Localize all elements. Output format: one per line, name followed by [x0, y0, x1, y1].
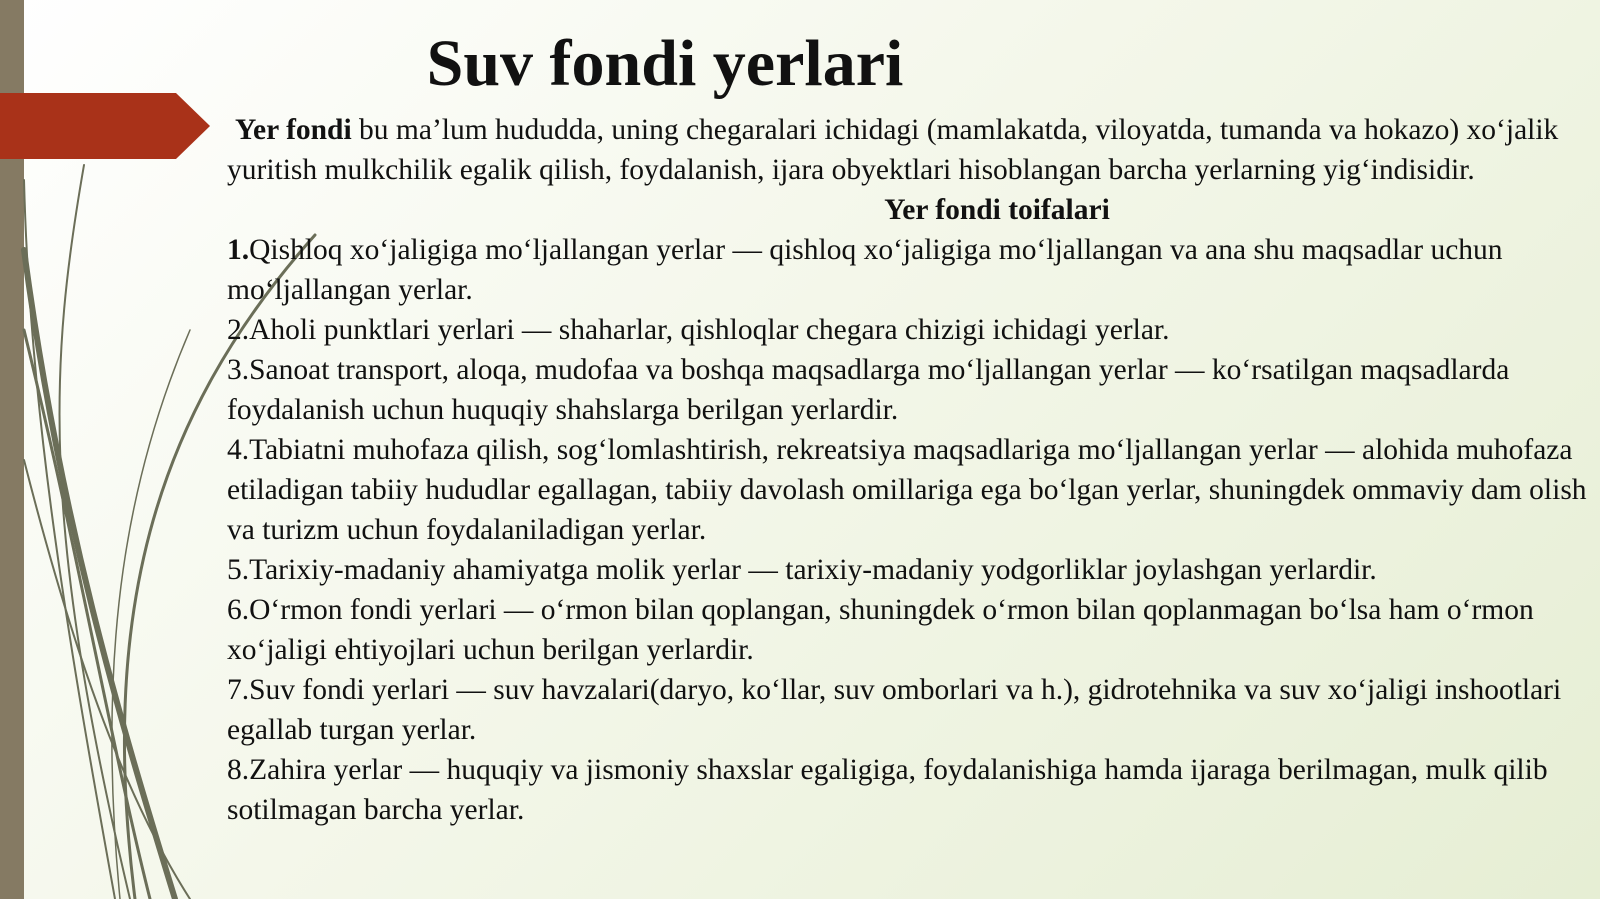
intro-paragraph — [227, 110, 1587, 190]
list-item-text: Suv fondi yerlari — suv havzalari(daryo, ko‘llar, suv omborlari va h.), gidrotehnika va suv xo‘jaligi inshootlari egallab turgan yerlar. — [227, 674, 1562, 746]
list-item-number: 8. — [227, 754, 250, 786]
slide-title: Suv fondi yerlari — [426, 27, 904, 100]
list-item-text: Sanoat transport, aloqa, mudofaa va boshqa maqsadlarga mo‘ljallangan yerlar — ko‘rsatilgan maqsadlarda foydalanish uchun huquqiy shahslarga berilgan yerlardir. — [227, 354, 1510, 426]
intro-term: Yer fondi — [235, 114, 352, 146]
list-item-number: 3. — [227, 354, 250, 386]
list-item — [227, 230, 1587, 310]
list-item-text: Tabiatni muhofaza qilish, sog‘lomlashtirish, rekreatsiya maqsadlariga mo‘ljallangan yerlar — alohida muhofaza etiladigan tabiiy hududlar egallagan, tabiiy davolash omillariga ega bo‘lgan yerlar, shuningdek ommaviy dam olish va turizm uchun foydalaniladigan yerlar. — [227, 434, 1587, 546]
slide-body — [227, 110, 1587, 830]
list-item — [227, 430, 1587, 550]
list-item-number: 1. — [227, 234, 250, 266]
categories-heading: Yer fondi toifalari — [884, 194, 1110, 226]
list-item-text: Zahira yerlar — huquqiy va jismoniy shaxslar egaligiga, foydalanishiga hamda ijaraga berilmagan, mulk qilib sotilmagan barcha yerlar. — [227, 754, 1548, 826]
list-item — [227, 550, 1587, 590]
intro-text: bu ma’lum hududda, uning chegaralari ichidagi (mamlakatda, viloyatda, tumanda va hokazo) xo‘jalik yuritish mulkchilik egalik qilish, foydalanish, ijara obyektlari hisoblangan barcha yerlarning yig‘indisidir. — [227, 114, 1559, 186]
list-item — [227, 310, 1587, 350]
list-item-text: Tarixiy-madaniy ahamiyatga molik yerlar — tarixiy-madaniy yodgorliklar joylashgan yerlardir. — [249, 554, 1377, 586]
list-item — [227, 350, 1587, 430]
list-item — [227, 750, 1587, 830]
list-item-number: 4. — [227, 434, 250, 466]
list-item-number: 6. — [227, 594, 250, 626]
list-item — [227, 590, 1587, 670]
list-item-number: 5. — [227, 554, 250, 586]
list-item-text: Qishloq xo‘jaligiga mo‘ljallangan yerlar — qishloq xo‘jaligiga mo‘ljallangan va ana shu maqsadlar uchun mo‘ljallangan yerlar. — [227, 234, 1503, 306]
list-item — [227, 670, 1587, 750]
list-item-number: 7. — [227, 674, 250, 706]
list-item-text: O‘rmon fondi yerlari — o‘rmon bilan qoplangan, shuningdek o‘rmon bilan qoplanmagan bo‘lsa ham o‘rmon xo‘jaligi ehtiyojlari uchun berilgan yerlardir. — [227, 594, 1534, 666]
list-item-number: 2. — [227, 314, 250, 346]
list-item-text: Aholi punktlari yerlari — shaharlar, qishloqlar chegara chizigi ichidagi yerlar. — [249, 314, 1170, 346]
